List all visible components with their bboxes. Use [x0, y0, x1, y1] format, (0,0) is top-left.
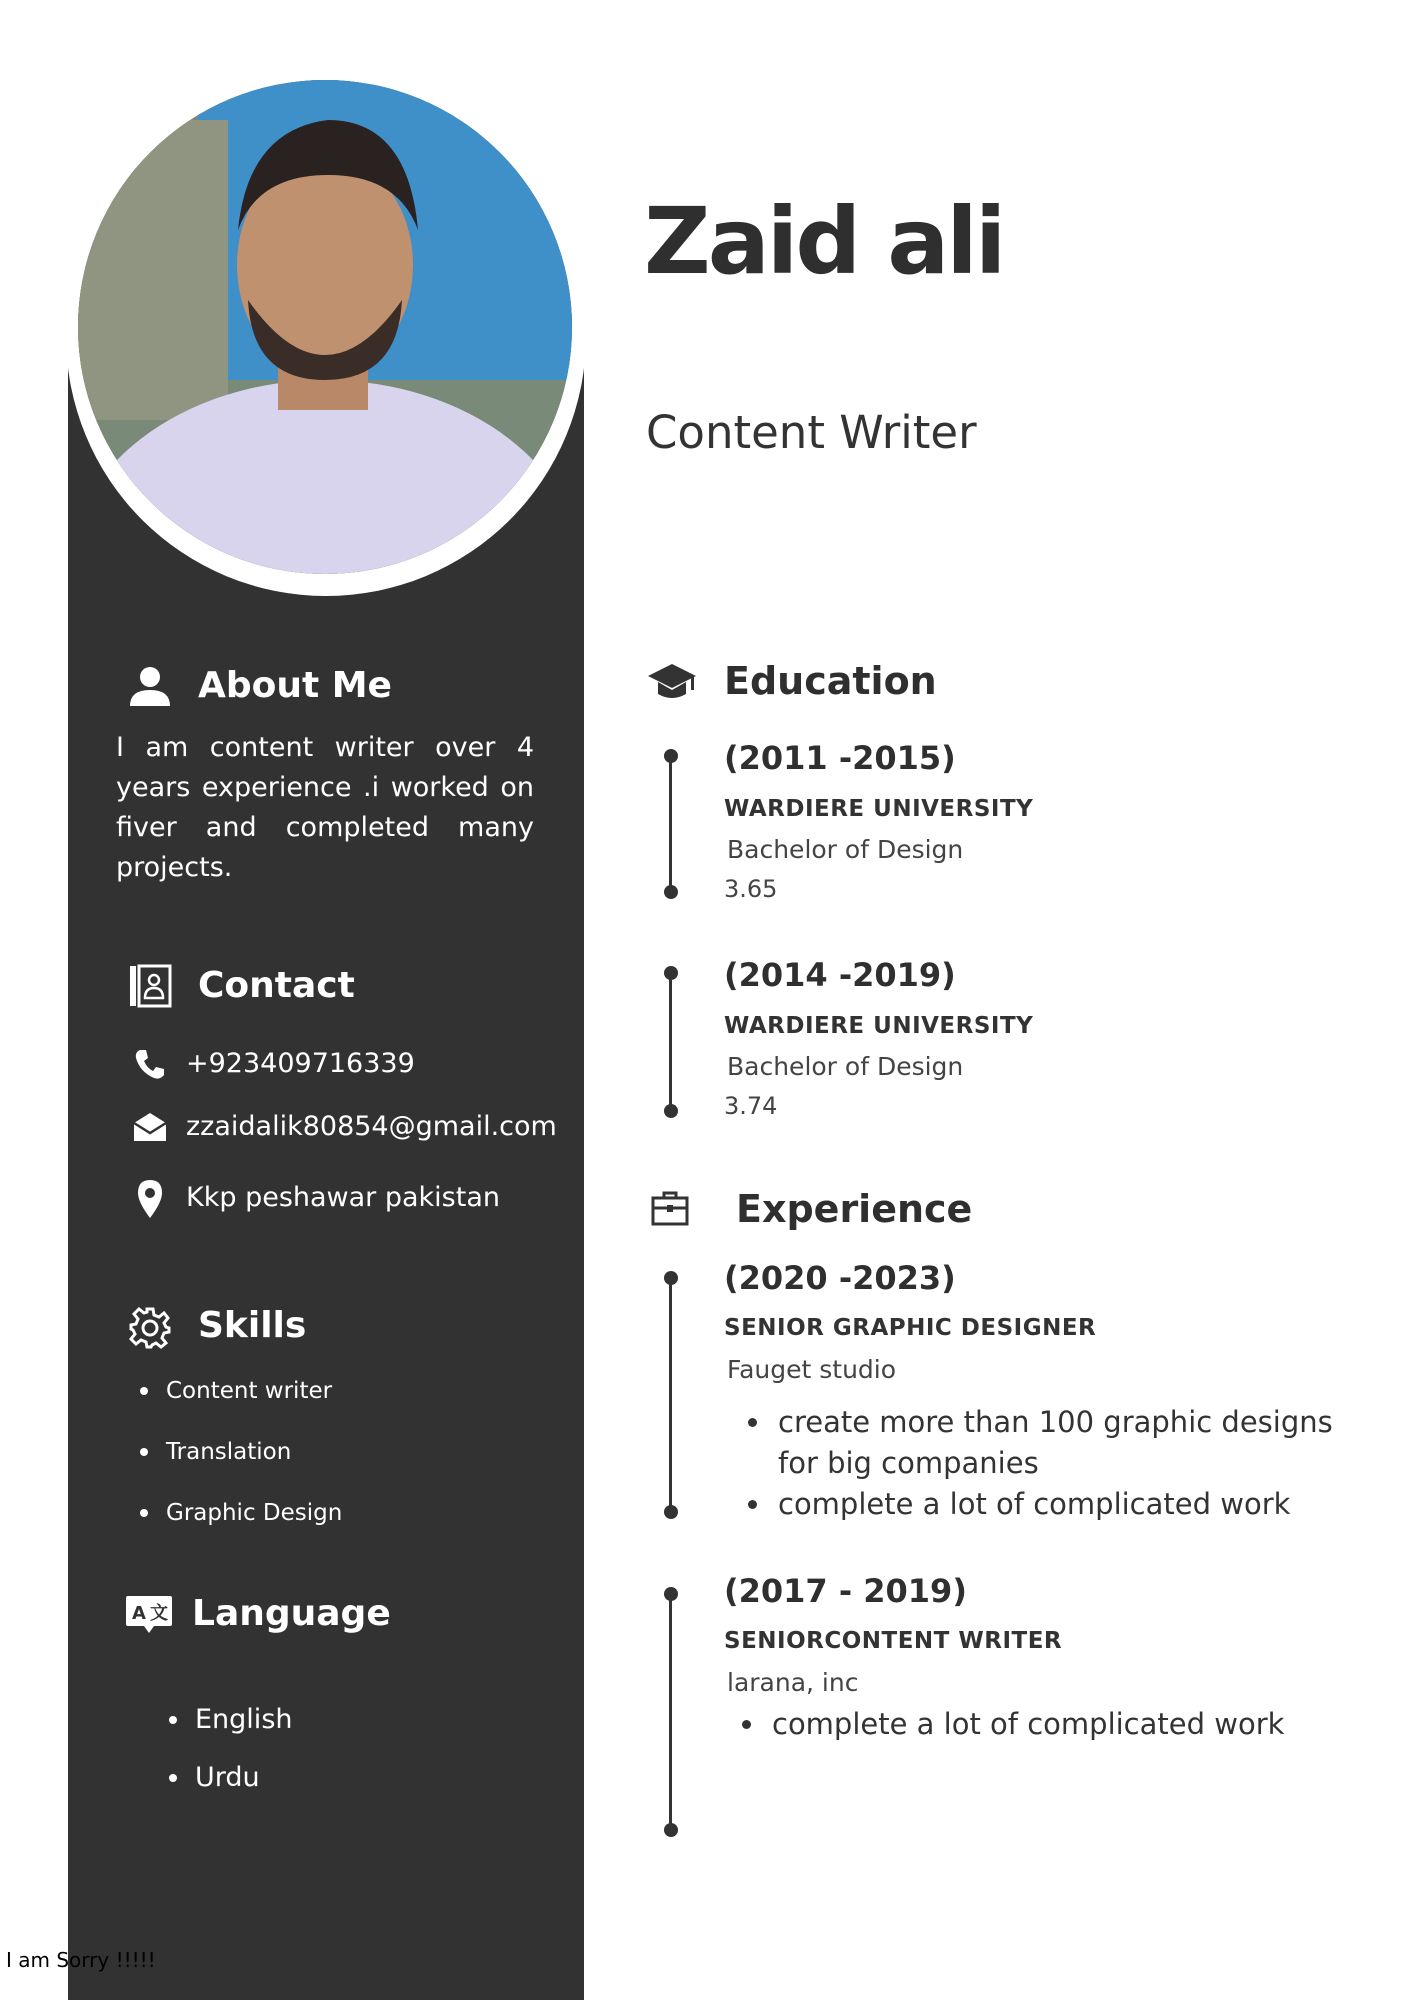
experience-bullet: complete a lot of complicated work: [778, 1484, 1338, 1525]
education-heading: Education: [724, 659, 937, 703]
language-heading: Language: [192, 1593, 391, 1634]
translate-icon: [124, 1592, 174, 1636]
experience-period: (2020 -2023): [724, 1259, 956, 1297]
education-degree: Bachelor of Design: [727, 835, 964, 864]
location-text: Kkp peshawar pakistan: [186, 1182, 500, 1213]
graduation-cap-icon: [646, 660, 698, 704]
timeline-dot: [664, 749, 678, 763]
timeline-dot: [664, 1823, 678, 1837]
briefcase-icon: [650, 1188, 690, 1228]
education-timeline-line: [669, 973, 672, 1111]
education-timeline-line: [669, 756, 672, 892]
timeline-dot: [664, 885, 678, 899]
experience-timeline-line: [669, 1278, 672, 1512]
gear-icon: [128, 1306, 172, 1350]
footer-note: I am Sorry !!!!!: [6, 1948, 156, 1972]
skills-heading: Skills: [198, 1305, 307, 1346]
location-pin-icon: [130, 1178, 170, 1218]
education-gpa: 3.74: [724, 1092, 778, 1120]
contact-book-icon: [128, 964, 172, 1008]
experience-heading: Experience: [736, 1187, 973, 1231]
profile-photo-illustration: [78, 80, 572, 574]
timeline-dot: [664, 1271, 678, 1285]
skill-item: Graphic Design: [166, 1500, 343, 1526]
timeline-dot: [664, 1104, 678, 1118]
education-period: (2014 -2019): [724, 956, 956, 994]
experience-company: Fauget studio: [727, 1355, 897, 1384]
experience-position: SENIOR GRAPHIC DESIGNER: [724, 1315, 1097, 1341]
experience-timeline-line: [669, 1594, 672, 1830]
contact-heading: Contact: [198, 965, 355, 1006]
language-item: Urdu: [195, 1762, 260, 1793]
email-text: zzaidalik80854@gmail.com: [186, 1111, 557, 1142]
timeline-dot: [664, 1505, 678, 1519]
experience-bullets: [778, 1402, 1338, 1525]
candidate-name: Zaid ali: [644, 188, 1004, 295]
education-gpa: 3.65: [724, 875, 778, 903]
skill-item: Content writer: [166, 1378, 333, 1404]
skill-item: Translation: [166, 1439, 292, 1465]
about-heading: About Me: [198, 665, 392, 706]
candidate-role: Content Writer: [646, 406, 977, 459]
phone-text: +923409716339: [186, 1048, 415, 1079]
timeline-dot: [664, 966, 678, 980]
language-item: English: [195, 1704, 293, 1735]
person-icon: [128, 664, 172, 708]
education-school: WARDIERE UNIVERSITY: [724, 796, 1034, 822]
education-school: WARDIERE UNIVERSITY: [724, 1013, 1034, 1039]
experience-position: SENIORCONTENT WRITER: [724, 1628, 1063, 1654]
profile-photo: [78, 80, 572, 574]
phone-icon: [130, 1044, 170, 1084]
svg-text:A: A: [132, 1603, 146, 1624]
timeline-dot: [664, 1587, 678, 1601]
education-degree: Bachelor of Design: [727, 1052, 964, 1081]
experience-bullet: complete a lot of complicated work: [772, 1704, 1342, 1745]
svg-text:文: 文: [150, 1603, 168, 1624]
education-period: (2011 -2015): [724, 739, 956, 777]
experience-period: (2017 - 2019): [724, 1572, 967, 1610]
envelope-icon: [130, 1107, 170, 1147]
experience-bullet: create more than 100 graphic designs for big companies: [778, 1402, 1338, 1484]
experience-company: larana, inc: [727, 1668, 859, 1697]
about-text: I am content writer over 4 years experience .i worked on fiver and completed many projects.: [116, 732, 534, 883]
experience-bullets: [772, 1704, 1342, 1745]
